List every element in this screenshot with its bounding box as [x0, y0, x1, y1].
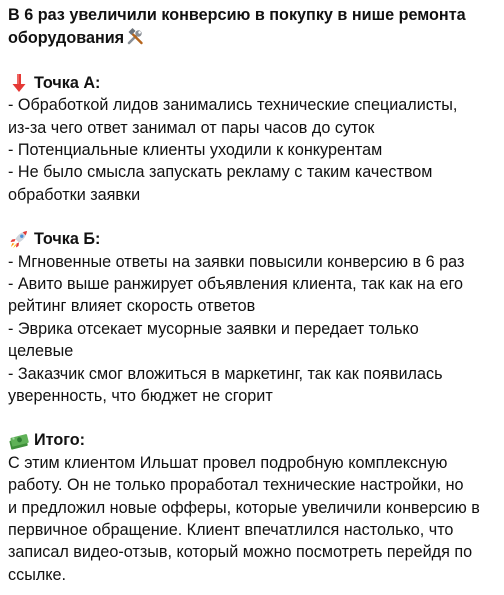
rocket-icon — [8, 228, 30, 250]
section-point-a-line: из-за чего ответ занимал от пары часов до суток — [8, 118, 375, 137]
post-title — [8, 4, 494, 50]
section-result-line: работу. Он не только проработал технические настройки, но — [8, 476, 464, 495]
section-point-a-line: - Обработкой лидов занимались технические специалисты, — [8, 96, 458, 115]
section-point-a-line: - Не было смысла запускать рекламу с таким качеством — [8, 163, 433, 182]
section-result-heading: Итого: — [34, 431, 86, 450]
title-line-2: оборудования — [8, 29, 125, 48]
section-point-a-line: обработки заявки — [8, 185, 141, 204]
section-point-a-heading: Точка А: — [34, 73, 101, 92]
section-point-b-line: - Заказчик смог вложиться в маркетинг, так как появилась — [8, 364, 443, 383]
money-stack-icon — [8, 430, 30, 452]
section-result-paragraph — [8, 452, 494, 586]
section-result-line: С этим клиентом Ильшат провел подробную комплексную — [8, 453, 448, 472]
section-point-b-line: рейтинг влияет скорость ответов — [8, 297, 256, 316]
section-point-a-line: - Потенциальные клиенты уходили к конкурентам — [8, 141, 383, 160]
section-result-line: записал видео-отзыв, который можно посмотреть перейдя по — [8, 543, 473, 562]
red-down-arrow-icon — [8, 72, 30, 94]
section-point-b — [8, 228, 494, 407]
section-point-b-line: - Мгновенные ответы на заявки повысили конверсию в 6 раз — [8, 252, 465, 271]
section-point-b-header — [8, 228, 494, 250]
section-point-b-line: целевые — [8, 342, 74, 361]
section-result-line: и предложил новые офферы, которые увеличили конверсию в — [8, 498, 480, 517]
section-point-a-header — [8, 72, 494, 94]
section-result-line: первичное обращение. Клиент впечатлился настолько, что — [8, 521, 454, 540]
section-point-a — [8, 72, 494, 206]
section-result-line: ссылке. — [8, 565, 67, 584]
section-result — [8, 429, 494, 586]
section-point-b-heading: Точка Б: — [34, 230, 101, 249]
title-line-1: В 6 раз увеличили конверсию в покупку в нише ремонта — [8, 6, 466, 24]
section-result-header — [8, 429, 494, 451]
section-point-b-line: - Авито выше ранжирует объявления клиента, так как на его — [8, 275, 463, 294]
section-point-b-line: уверенность, что бюджет не сгорит — [8, 387, 273, 406]
section-point-b-line: - Эврика отсекает мусорные заявки и передает только — [8, 319, 419, 338]
hammer-and-wrench-icon — [125, 26, 145, 46]
